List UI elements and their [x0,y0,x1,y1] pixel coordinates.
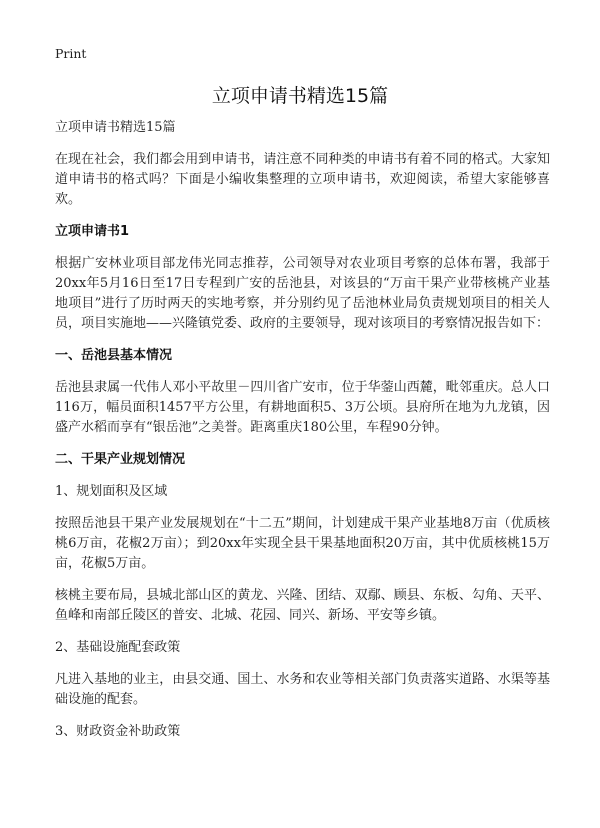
print-label[interactable]: Print [55,46,87,61]
intro-paragraph: 在现在社会，我们都会用到申请书，请注意不同种类的申请书有着不同的格式。大家知道申请书的格式吗？下面是小编收集整理的立项申请书，欢迎阅读，希望大家能够喜欢。 [55,152,550,207]
heading-county-info: 一、岳池县基本情况 [55,348,173,363]
subheading-plan-area: 1、规划面积及区域 [55,484,168,499]
heading-industry-plan: 二、干果产业规划情况 [55,452,186,467]
walnut-layout-paragraph: 核桃主要布局，县城北部山区的黄龙、兴隆、团结、双鄢、顾县、东板、勾角、天平、鱼峰和南部丘陵区的普安、北城、花园、同兴、新场、平安等乡镇。 [55,588,550,623]
section1-heading: 立项申请书1 [55,224,130,239]
subheading-infrastructure: 2、基础设施配套政策 [55,640,181,655]
subheading-subsidy: 3、财政资金补助政策 [55,724,181,739]
infrastructure-paragraph: 凡进入基地的业主，由县交通、国土、水务和农业等相关部门负责落实道路、水渠等基础设施的配套。 [55,672,550,707]
document-body [55,118,550,754]
plan-area-paragraph: 按照岳池县干果产业发展规划在“十二五”期间，计划建成干果产业基地8万亩（优质核桃6万亩，花椒2万亩）；到20xx年实现全县干果基地面积20万亩，其中优质核桃15万亩，花椒5万亩。 [55,516,550,571]
subtitle-line: 立项申请书精选15篇 [55,120,176,135]
page-title: 立项申请书精选15篇 [211,85,389,107]
county-info-paragraph: 岳池县隶属一代伟人邓小平故里－四川省广安市，位于华蓥山西麓，毗邻重庆。总人口116万，幅员面积1457平方公里，有耕地面积5、3万公顷。县府所在地为九龙镇，因盛产水稻而享有“银岳池”之美誉。距离重庆180公里，车程90分钟。 [55,380,550,435]
section1-paragraph: 根据广安林业项目部龙伟光同志推荐，公司领导对农业项目考察的总体布署，我部于20xx年5月16日至17日专程到广安的岳池县，对该县的“万亩干果产业带核桃产业基地项目”进行了历时两天的实地考察，并分别约见了岳池林业局负责规划项目的相关人员，项目实施地——兴隆镇党委、政府的主要领导，现对该项目的考察情况报告如下： [55,256,550,331]
